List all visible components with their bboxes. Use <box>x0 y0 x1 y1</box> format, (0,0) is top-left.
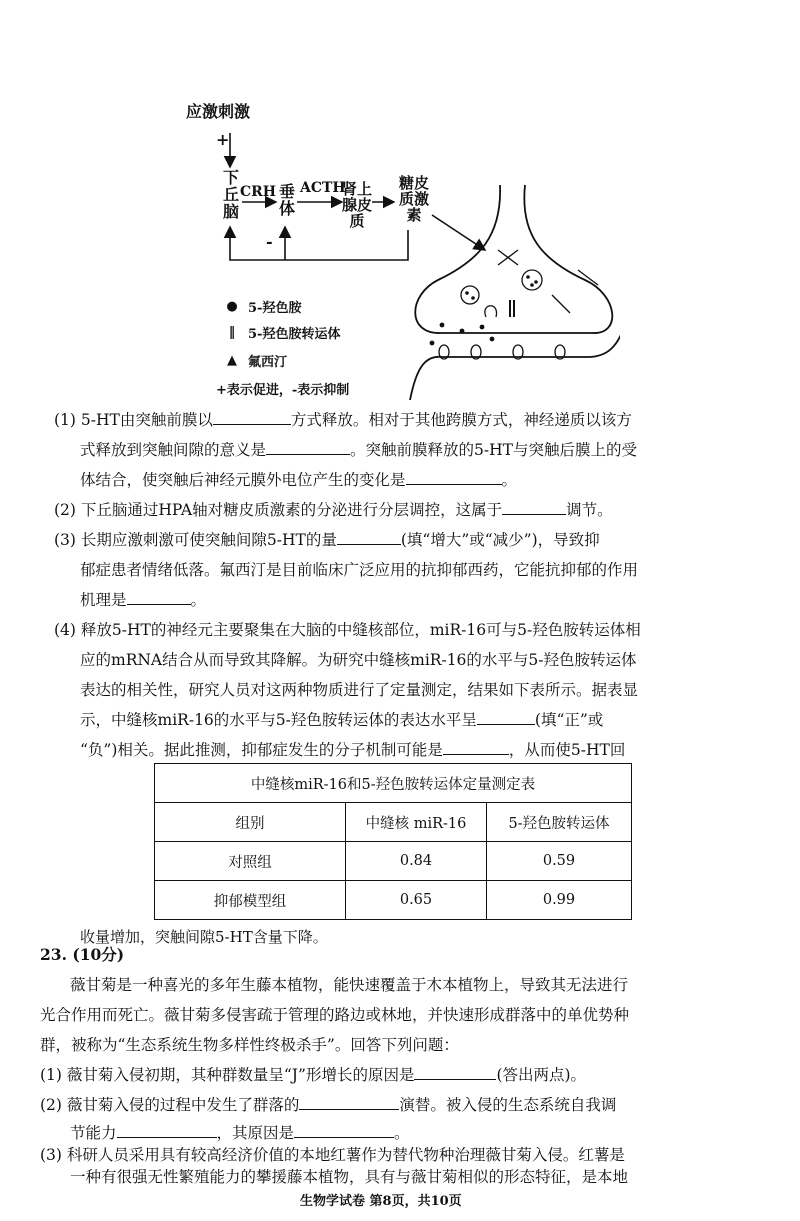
answer-blank[interactable] <box>127 586 191 605</box>
q4-text: 示，中缝核miR-16的水平与5-羟色胺转运体的表达水平呈 <box>80 711 477 729</box>
crh-label: CRH <box>240 184 277 200</box>
table-header: 中缝核 miR-16 <box>346 803 487 842</box>
q1-line3 <box>80 465 517 495</box>
q1-text: 。 <box>501 471 518 489</box>
answer-blank[interactable] <box>502 496 566 515</box>
dot-icon: ● <box>226 299 238 314</box>
legend-serotonin-label: 5-羟色胺 <box>248 301 302 316</box>
answer-blank[interactable] <box>266 436 350 455</box>
results-table <box>154 763 632 920</box>
q23-text: 演替。被入侵的生态系统自我调 <box>399 1096 617 1114</box>
acth-label: ACTH <box>300 180 346 196</box>
q23-text: 。 <box>394 1124 410 1142</box>
table-cell: 对照组 <box>155 842 346 881</box>
q3-line3 <box>80 585 206 615</box>
table-row <box>155 881 632 920</box>
q4-line1: (4) 释放5-HT的神经元主要聚集在大脑的中缝核部位，miR-16可与5-羟色胺转运体相 <box>54 621 641 639</box>
q1-text: 方式释放。相对于其他跨膜方式，神经递质以该方 <box>290 411 632 429</box>
q4-text: (填“正”或 <box>534 711 604 729</box>
stimulus-label: 应激刺激 <box>186 102 251 121</box>
table-cell: 0.99 <box>487 881 632 920</box>
minus-sign: - <box>266 232 273 251</box>
table-title-row <box>155 764 632 803</box>
table-cell: 0.84 <box>346 842 487 881</box>
table-header: 组别 <box>155 803 346 842</box>
legend-fluoxetine <box>224 351 287 370</box>
q23-part1 <box>40 1060 586 1090</box>
plus-sign: + <box>216 130 230 149</box>
q4-line2: 应的mRNA结合从而导致其降解。为研究中缝核miR-16的水平与5-羟色胺转运体 <box>80 651 637 669</box>
q2-line <box>54 495 613 525</box>
answer-blank[interactable] <box>294 1119 394 1138</box>
glucocorticoid-label: 糖皮质激素 <box>398 174 429 224</box>
q23-intro-line1: 薇甘菊是一种喜光的多年生藤本植物，能快速覆盖于木本植物上，导致其无法进行 <box>70 976 629 994</box>
page-footer: 生物学试卷 第8页，共10页 <box>300 1194 462 1209</box>
answer-blank[interactable] <box>443 736 509 755</box>
table-header: 5-羟色胺转运体 <box>487 803 632 842</box>
q2-text: 调节。 <box>566 501 613 519</box>
q23-text: (1) 薇甘菊入侵初期，其种群数量呈“J”形增长的原因是 <box>40 1066 415 1084</box>
adrenal-cortex-label: 肾上腺皮质 <box>342 180 373 230</box>
q3-line2: 郁症患者情绪低落。氟西汀是目前临床广泛应用的抗抑郁西药，它能抗抑郁的作用 <box>80 561 639 579</box>
q4-line5 <box>80 735 625 765</box>
bars-icon: ‖ <box>228 325 236 340</box>
q4-text: “负”)相关。据此推测，抑郁症发生的分子机制可能是 <box>80 741 443 759</box>
pituitary-label: 垂体 <box>278 182 295 218</box>
table-cell: 0.65 <box>346 881 487 920</box>
hpa-synapse-diagram <box>180 95 620 400</box>
q1-text: 体结合，使突触后神经元膜外电位产生的变化是 <box>80 471 406 489</box>
hypothalamus-label: 下丘脑 <box>222 168 239 221</box>
q3-text: (填“增大”或“减少”)，导致抑 <box>400 531 600 549</box>
answer-blank[interactable] <box>299 1091 399 1110</box>
q23-text: (答出两点)。 <box>496 1066 587 1084</box>
legend-transporter-label: 5-羟色胺转运体 <box>248 327 341 342</box>
legend-serotonin <box>224 297 301 316</box>
q23-text: 节能力 <box>70 1124 117 1142</box>
table-cell: 抑郁模型组 <box>155 881 346 920</box>
q2-text: (2) 下丘脑通过HPA轴对糖皮质激素的分泌进行分层调控，这属于 <box>54 501 503 519</box>
answer-blank[interactable] <box>406 466 502 485</box>
q4-text: ，从而使5-HT回 <box>508 741 626 759</box>
q23-intro-line2: 光合作用而死亡。薇甘菊多侵害疏于管理的路边或林地，并快速形成群落中的单优势种 <box>40 1006 630 1024</box>
q23-intro-line3: 群，被称为“生态系统生物多样性终极杀手”。回答下列问题： <box>40 1036 459 1054</box>
q23-text: ，其原因是 <box>216 1124 295 1142</box>
q3-text: 。 <box>190 591 207 609</box>
q4-line6: 收量增加，突触间隙5-HT含量下降。 <box>80 928 328 946</box>
answer-blank[interactable] <box>117 1119 217 1138</box>
q23-text: (2) 薇甘菊入侵的过程中发生了群落的 <box>40 1096 300 1114</box>
table-title: 中缝核miR-16和5-羟色胺转运体定量测定表 <box>155 764 632 803</box>
legend-fluoxetine-label: 氟西汀 <box>248 355 288 370</box>
q1-text: 式释放到突触间隙的意义是 <box>80 441 267 459</box>
q23-part3-line2: 一种有很强无性繁殖能力的攀援藤本植物，具有与薇甘菊相似的形态特征，是本地 <box>70 1168 629 1186</box>
legend-transporter <box>224 323 340 342</box>
table-header-row <box>155 803 632 842</box>
triangle-icon: ▲ <box>227 353 237 368</box>
q23-heading: 23. (10分) <box>40 945 125 964</box>
table-row <box>155 842 632 881</box>
q4-line3: 表达的相关性，研究人员对这两种物质进行了定量测定，结果如下表所示。据表显 <box>80 681 639 699</box>
q1-text: 。突触前膜释放的5-HT与突触后膜上的受 <box>350 441 637 459</box>
q23-part2-line1 <box>40 1090 616 1120</box>
q4-line4 <box>80 705 603 735</box>
q3-text: 机理是 <box>80 591 127 609</box>
q1-line1 <box>54 405 632 435</box>
answer-blank[interactable] <box>213 406 291 425</box>
answer-blank[interactable] <box>337 526 401 545</box>
q3-line1 <box>54 525 600 555</box>
q23-part3-line1: (3) 科研人员采用具有较高经济价值的本地红薯作为替代物种治理薇甘菊入侵。红薯是 <box>40 1146 625 1164</box>
table-cell: 0.59 <box>487 842 632 881</box>
q1-text: (1) 5-HT由突触前膜以 <box>54 411 213 429</box>
legend-note: +表示促进，-表示抑制 <box>216 383 350 398</box>
answer-blank[interactable] <box>477 706 535 725</box>
q3-text: (3) 长期应激刺激可使突触间隙5-HT的量 <box>54 531 337 549</box>
q1-line2 <box>80 435 637 465</box>
answer-blank[interactable] <box>414 1061 496 1080</box>
